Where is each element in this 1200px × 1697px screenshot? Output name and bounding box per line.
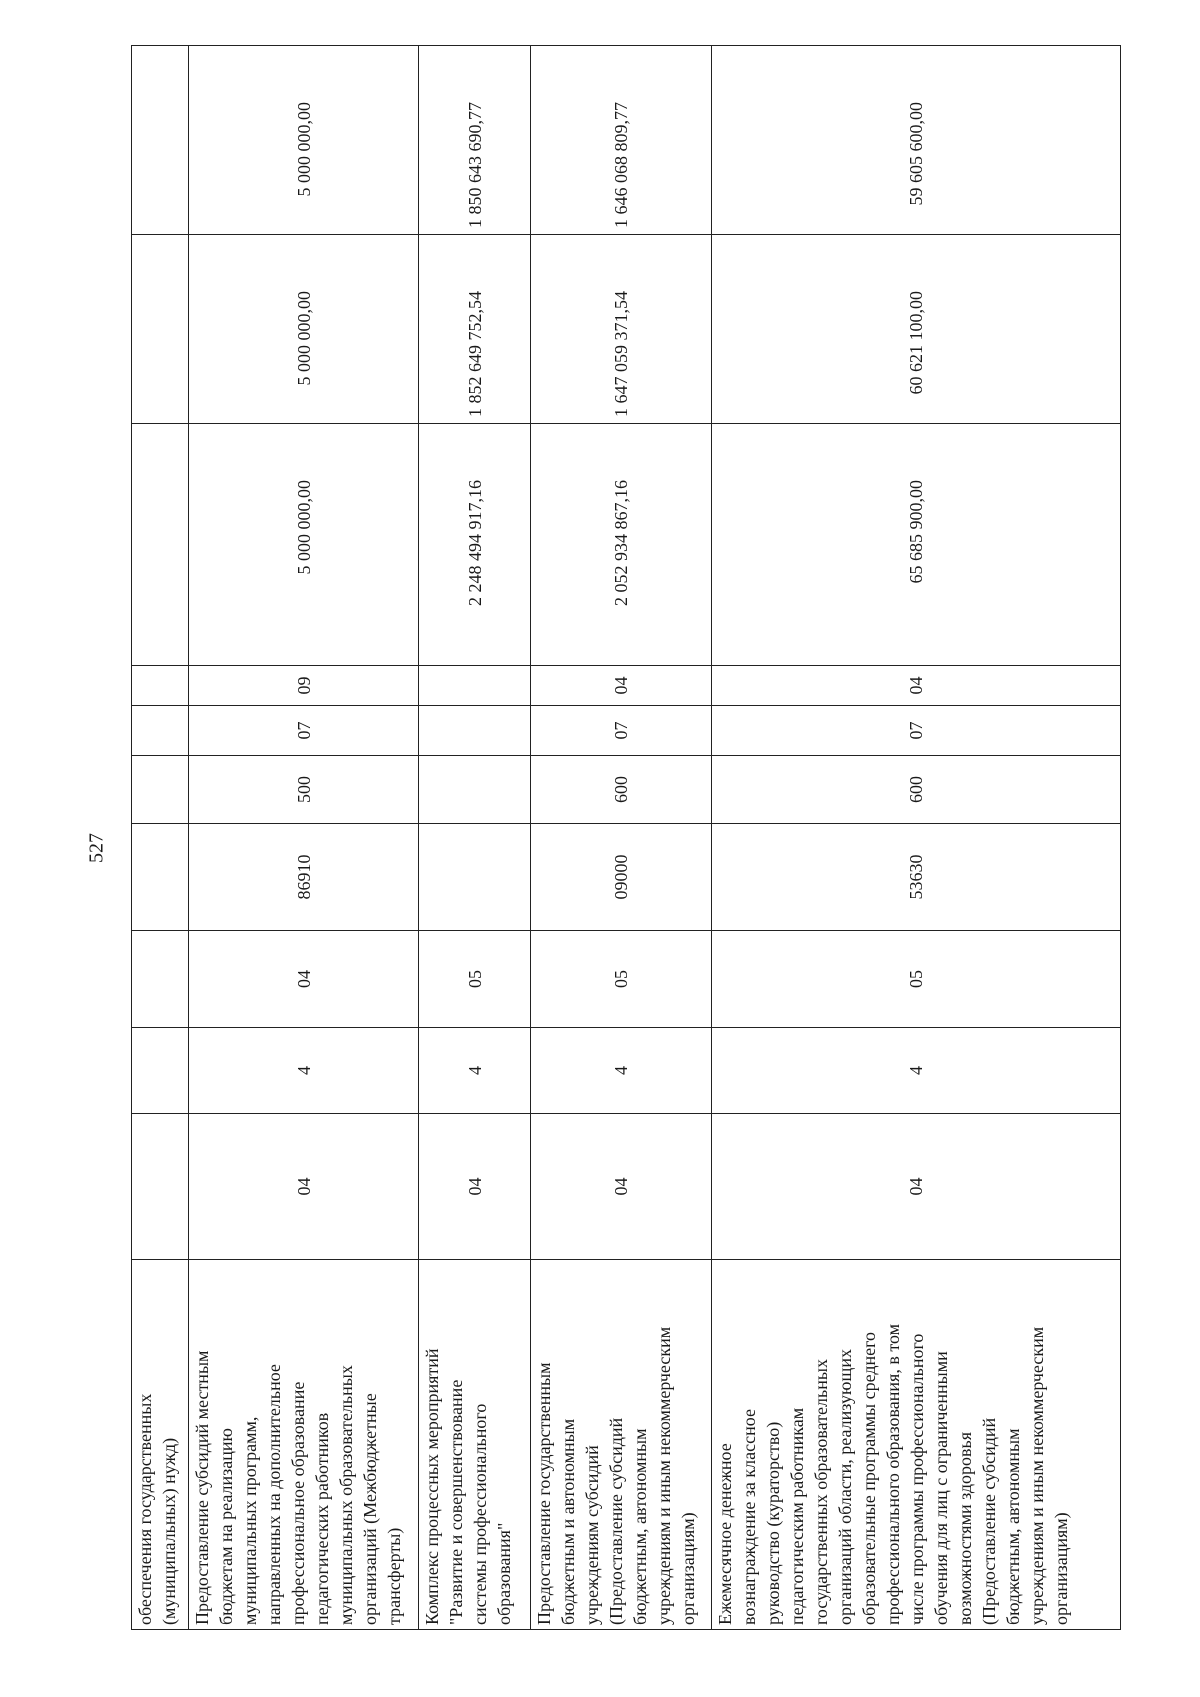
direction-code: 09000 bbox=[531, 824, 712, 931]
subsection-code bbox=[419, 666, 531, 706]
amount-year-1: 5 000 000,00 bbox=[189, 424, 419, 666]
direction-code bbox=[132, 824, 189, 931]
description-line: профессионального образования, в том bbox=[883, 1323, 903, 1625]
rotated-table-wrapper bbox=[131, 46, 1105, 1630]
row-description bbox=[712, 1260, 1121, 1630]
description-line: муниципальных образовательных bbox=[336, 1365, 356, 1625]
description-line: профессиональное образование bbox=[288, 1381, 308, 1625]
description-line: руководство (кураторство) bbox=[763, 1421, 783, 1625]
table-row bbox=[531, 46, 712, 1630]
table-row bbox=[189, 46, 419, 1630]
amount-year-2 bbox=[132, 235, 189, 424]
subprogram-code: 4 bbox=[531, 1028, 712, 1114]
description-line: бюджетным, автономным bbox=[1003, 1428, 1023, 1625]
row-description bbox=[531, 1260, 712, 1630]
program-code: 04 bbox=[419, 1114, 531, 1260]
description-line: бюджетным, автономным bbox=[630, 1428, 650, 1625]
section-code bbox=[132, 706, 189, 756]
amount-year-2: 1 647 059 371,54 bbox=[531, 235, 712, 424]
budget-table bbox=[131, 45, 1121, 1630]
description-line: (Предоставление субсидий bbox=[606, 1417, 626, 1625]
description-line: обучения для лиц с ограниченными bbox=[931, 1351, 951, 1625]
subsection-code: 09 bbox=[189, 666, 419, 706]
direction-code bbox=[419, 824, 531, 931]
description-line: "Развитие и совершенствование bbox=[446, 1379, 466, 1625]
section-code: 07 bbox=[712, 706, 1121, 756]
amount-year-1: 2 052 934 867,16 bbox=[531, 424, 712, 666]
program-code: 04 bbox=[189, 1114, 419, 1260]
table-row bbox=[712, 46, 1121, 1630]
description-line: организаций (Межбюджетные bbox=[360, 1393, 380, 1625]
description-line: (муниципальных) нужд) bbox=[159, 1437, 179, 1625]
amount-year-1: 2 248 494 917,16 bbox=[419, 424, 531, 666]
direction-code: 86910 bbox=[189, 824, 419, 931]
subsection-code: 04 bbox=[712, 666, 1121, 706]
program-code: 04 bbox=[712, 1114, 1121, 1260]
description-line: трансферты) bbox=[384, 1527, 404, 1625]
description-line: направленных на дополнительное bbox=[264, 1364, 284, 1625]
row-description bbox=[419, 1260, 531, 1630]
subprogram-code: 4 bbox=[712, 1028, 1121, 1114]
description-line: обеспечения государственных bbox=[135, 1393, 155, 1625]
description-line: Ежемесячное денежное bbox=[715, 1443, 735, 1625]
section-code bbox=[419, 706, 531, 756]
description-line: возможностями здоровья bbox=[955, 1431, 975, 1625]
description-line: Предоставление государственным bbox=[534, 1362, 554, 1625]
amount-year-1: 65 685 900,00 bbox=[712, 424, 1121, 666]
description-line: Комплекс процессных мероприятий bbox=[422, 1348, 442, 1625]
description-line: муниципальных программ, bbox=[240, 1416, 260, 1625]
amount-year-3 bbox=[132, 46, 189, 235]
amount-year-1 bbox=[132, 424, 189, 666]
description-line: системы профессионального bbox=[470, 1403, 490, 1625]
activity-code: 05 bbox=[712, 931, 1121, 1028]
section-code: 07 bbox=[189, 706, 419, 756]
description-line: бюджетным и автономным bbox=[558, 1418, 578, 1625]
section-code: 07 bbox=[531, 706, 712, 756]
description-line: числе программы профессионального bbox=[907, 1333, 927, 1625]
subprogram-code: 4 bbox=[189, 1028, 419, 1114]
expense-type-code bbox=[419, 756, 531, 824]
activity-code: 04 bbox=[189, 931, 419, 1028]
row-description bbox=[132, 1260, 189, 1630]
subprogram-code: 4 bbox=[419, 1028, 531, 1114]
activity-code: 05 bbox=[531, 931, 712, 1028]
amount-year-3: 59 605 600,00 bbox=[712, 46, 1121, 235]
amount-year-3: 1 850 643 690,77 bbox=[419, 46, 531, 235]
description-line: учреждениям субсидий bbox=[582, 1445, 602, 1625]
amount-year-3: 5 000 000,00 bbox=[189, 46, 419, 235]
subsection-code bbox=[132, 666, 189, 706]
description-line: (Предоставление субсидий bbox=[979, 1417, 999, 1625]
description-line: педагогических работников bbox=[312, 1412, 332, 1625]
description-line: Предоставление субсидий местным bbox=[192, 1350, 212, 1625]
description-line: образования" bbox=[494, 1522, 514, 1625]
amount-year-3: 1 646 068 809,77 bbox=[531, 46, 712, 235]
description-line: организациям) bbox=[1051, 1512, 1071, 1625]
page-number: 527 bbox=[85, 833, 108, 863]
description-line: государственных образовательных bbox=[811, 1359, 831, 1625]
table-row bbox=[132, 46, 189, 1630]
program-code bbox=[132, 1114, 189, 1260]
expense-type-code: 600 bbox=[531, 756, 712, 824]
description-line: организациям) bbox=[678, 1512, 698, 1625]
description-line: бюджетам на реализацию bbox=[216, 1428, 236, 1625]
description-line: педагогическим работникам bbox=[787, 1407, 807, 1625]
description-line: учреждениям и иным некоммерческим bbox=[654, 1326, 674, 1625]
table-row bbox=[419, 46, 531, 1630]
activity-code: 05 bbox=[419, 931, 531, 1028]
subsection-code: 04 bbox=[531, 666, 712, 706]
amount-year-2: 60 621 100,00 bbox=[712, 235, 1121, 424]
description-line: организаций области, реализующих bbox=[835, 1349, 855, 1625]
expense-type-code: 600 bbox=[712, 756, 1121, 824]
expense-type-code bbox=[132, 756, 189, 824]
amount-year-2: 5 000 000,00 bbox=[189, 235, 419, 424]
description-line: вознаграждение за классное bbox=[739, 1409, 759, 1625]
amount-year-2: 1 852 649 752,54 bbox=[419, 235, 531, 424]
expense-type-code: 500 bbox=[189, 756, 419, 824]
subprogram-code bbox=[132, 1028, 189, 1114]
program-code: 04 bbox=[531, 1114, 712, 1260]
activity-code bbox=[132, 931, 189, 1028]
direction-code: 53630 bbox=[712, 824, 1121, 931]
description-line: образовательные программы среднего bbox=[859, 1331, 879, 1625]
row-description bbox=[189, 1260, 419, 1630]
description-line: учреждениям и иным некоммерческим bbox=[1027, 1326, 1047, 1625]
